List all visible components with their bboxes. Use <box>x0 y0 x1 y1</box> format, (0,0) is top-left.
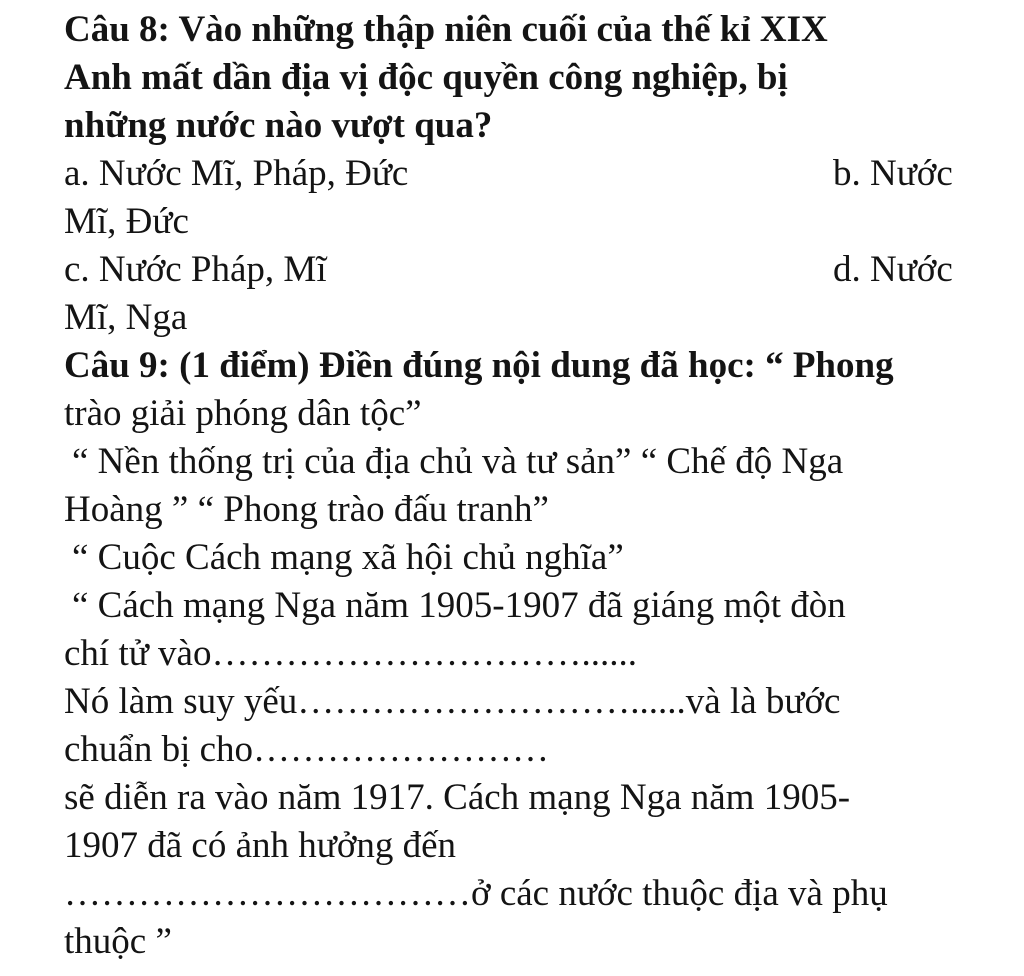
option-b-continued: Mĩ, Đức <box>64 201 189 242</box>
question-9-line-2: trào giải phóng dân tộc” <box>64 393 422 434</box>
question-9-line-4: Hoàng ” “ Phong trào đấu tranh” <box>64 489 549 530</box>
question-9-line-13: thuộc ” <box>64 921 172 962</box>
option-a: a. Nước Mĩ, Pháp, Đức <box>64 153 409 194</box>
question-8-line-3: những nước nào vượt qua? <box>64 105 493 146</box>
option-c: c. Nước Pháp, Mĩ <box>64 249 327 290</box>
question-9-line-9: chuẩn bị cho…………………… <box>64 729 550 770</box>
question-9-line-6: “ Cách mạng Nga năm 1905-1907 đã giáng một đòn <box>72 585 846 626</box>
option-d-continued: Mĩ, Nga <box>64 297 188 338</box>
option-d: d. Nước <box>833 249 953 290</box>
question-9-line-8: Nó làm suy yếu………………………......và là bước <box>64 681 841 722</box>
question-8-line-1: Câu 8: Vào những thập niên cuối của thế kỉ XIX <box>64 9 828 50</box>
question-8-line-2: Anh mất dần địa vị độc quyền công nghiệp, bị <box>64 57 788 98</box>
option-b: b. Nước <box>833 153 953 194</box>
question-9-line-5: “ Cuộc Cách mạng xã hội chủ nghĩa” <box>72 537 624 578</box>
question-9-line-7: chí tử vào…………………………...... <box>64 633 637 674</box>
question-9-line-1: Câu 9: (1 điểm) Điền đúng nội dung đã học: “ Phong <box>64 345 894 386</box>
question-9-line-3: “ Nền thống trị của địa chủ và tư sản” “ Chế độ Nga <box>72 441 844 482</box>
question-9-line-11: 1907 đã có ảnh hưởng đến <box>64 825 457 866</box>
question-9-line-10: sẽ diễn ra vào năm 1917. Cách mạng Nga năm 1905- <box>64 777 851 818</box>
question-9-line-12: ……………………………ở các nước thuộc địa và phụ <box>64 873 888 914</box>
